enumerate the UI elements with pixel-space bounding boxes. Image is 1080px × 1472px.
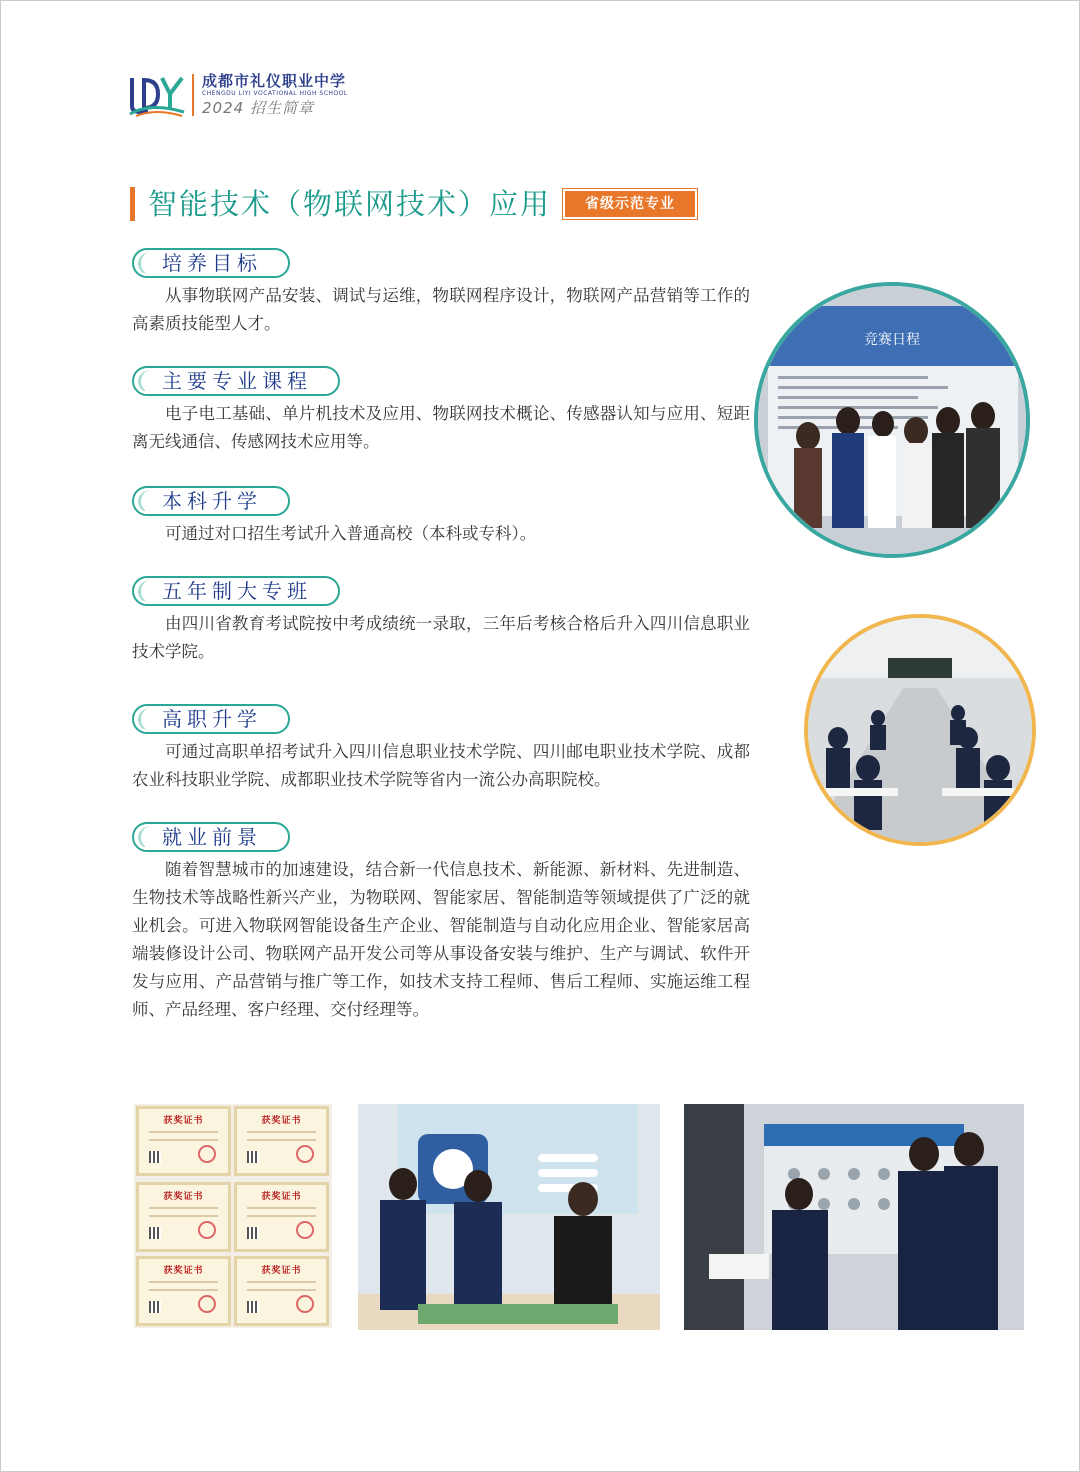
subsection-title: 就业前景 [132, 822, 290, 852]
award-certificate: 获奖证书 [234, 1256, 329, 1326]
competition-photo [754, 282, 1030, 558]
subsection-undergraduate [132, 486, 750, 548]
subsection-courses [132, 366, 750, 456]
subsection-vocational [132, 704, 750, 794]
subsection-title: 本科升学 [132, 486, 290, 516]
header-divider [192, 74, 194, 116]
competition-banner-text: 竞赛日程 [864, 332, 920, 348]
classroom-photo [804, 614, 1036, 846]
school-name-cn: 成都市礼仪职业中学 [202, 72, 347, 90]
school-logo-icon [128, 72, 186, 118]
school-name-en: CHENGDU LIYI VOCATIONAL HIGH SCHOOL [202, 90, 348, 97]
heading-accent-bar [130, 187, 135, 221]
subsection-title: 主要专业课程 [132, 366, 340, 396]
section-heading [130, 184, 695, 224]
award-certificate: 获奖证书 [136, 1256, 231, 1326]
certificates-photo [134, 1104, 332, 1328]
subsection-text: 随着智慧城市的加速建设，结合新一代信息技术、新能源、新材料、先进制造、生物技术等战略性新兴产业，为物联网、智能家居、智能制造等领域提供了广泛的就业机会。可进入物联网智能设备生产企业、智能制造与自动化应用企业、智能家居高端装修设计公司、物联网产品开发公司等从事设备安装与维护、生产与调试、软件开发与应用、产品营销与推广等工作，如技术支持工程师、售后工程师、实施运维工程师、产品经理、客户经理、交付经理等。 [132, 860, 750, 1019]
subsection-text: 从事物联网产品安装、调试与运维，物联网程序设计，物联网产品营销等工作的高素质技能型人才。 [132, 286, 750, 333]
subsection-title: 培养目标 [132, 248, 290, 278]
award-certificate: 获奖证书 [234, 1106, 329, 1176]
subsection-text: 电子电工基础、单片机技术及应用、物联网技术概论、传感器认知与应用、短距离无线通信、传感网技术应用等。 [132, 404, 750, 451]
brochure-title: 2024 招生简章 [202, 99, 314, 117]
iot-lab-photo [684, 1104, 1024, 1330]
award-certificate: 获奖证书 [136, 1182, 231, 1252]
subsection-text: 可通过对口招生考试升入普通高校（本科或专科）。 [165, 524, 537, 543]
provincial-badge: 省级示范专业 [565, 191, 695, 217]
subsection-five-year [132, 576, 750, 666]
subsection-career [132, 822, 750, 1024]
section-title: 智能技术（物联网技术）应用 [148, 187, 552, 221]
subsection-training-goal [132, 248, 750, 338]
subsection-title: 高职升学 [132, 704, 290, 734]
subsection-text: 由四川省教育考试院按中考成绩统一录取，三年后考核合格后升入四川信息职业技术学院。 [132, 614, 750, 661]
award-certificate: 获奖证书 [234, 1182, 329, 1252]
smart-home-demo-photo [358, 1104, 660, 1330]
subsection-text: 可通过高职单招考试升入四川信息职业技术学院、四川邮电职业技术学院、成都农业科技职业学院、成都职业技术学院等省内一流公办高职院校。 [132, 742, 750, 789]
subsection-title: 五年制大专班 [132, 576, 340, 606]
award-certificate: 获奖证书 [136, 1106, 231, 1176]
page-header [128, 72, 348, 122]
